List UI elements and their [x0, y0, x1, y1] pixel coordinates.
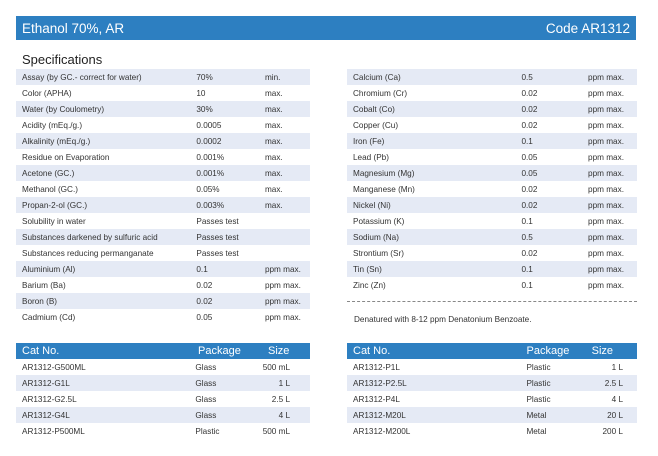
- spec-name: Tin (Sn): [353, 264, 382, 274]
- cat-package: Glass: [195, 394, 217, 404]
- spec-unit: ppm max.: [264, 264, 301, 274]
- spec-unit: ppm max.: [588, 104, 624, 114]
- spec-row: [347, 181, 637, 197]
- spec-unit: max.: [264, 184, 283, 194]
- spec-unit: ppm max.: [588, 168, 624, 178]
- spec-row: [347, 133, 637, 149]
- spec-name: Acidity (mEq./g.): [22, 120, 83, 130]
- spec-name: Copper (Cu): [353, 120, 399, 130]
- cat-package: Metal: [526, 426, 547, 436]
- header-size: Size: [268, 345, 290, 357]
- spec-value: 0.5: [521, 72, 533, 82]
- spec-unit: max.: [264, 136, 283, 146]
- spec-unit: ppm max.: [588, 120, 624, 130]
- cat-size: 2.5 L: [271, 394, 290, 404]
- spec-name: Water (by Coulometry): [22, 104, 105, 114]
- denaturant-note: Denatured with 8-12 ppm Denatonium Benzoate.: [354, 315, 532, 324]
- spec-row: [347, 101, 637, 117]
- spec-value: Passes test: [196, 248, 239, 258]
- spec-row: [16, 181, 310, 197]
- spec-name: Potassium (K): [353, 216, 405, 226]
- cat-package: Glass: [195, 410, 217, 420]
- dashed-divider: [347, 301, 637, 302]
- cat-number: AR1312-M200L: [353, 426, 411, 436]
- catalog-row: [16, 407, 310, 423]
- cat-number: AR1312-G1L: [22, 378, 70, 388]
- spec-name: Residue on Evaporation: [22, 152, 110, 162]
- spec-row: [347, 261, 637, 277]
- spec-unit: max.: [264, 104, 283, 114]
- cat-size: 2.5 L: [604, 378, 623, 388]
- catalog-table-right: [347, 343, 637, 439]
- catalog-table-left: [16, 343, 310, 439]
- spec-value: 0.02: [521, 88, 538, 98]
- spec-name: Solubility in water: [22, 216, 86, 226]
- spec-value: 0.003%: [196, 200, 225, 210]
- cat-number: AR1312-P500ML: [22, 426, 85, 436]
- catalog-row: [347, 391, 637, 407]
- spec-unit: min.: [264, 72, 281, 82]
- spec-name: Boron (B): [22, 296, 58, 306]
- spec-value: 0.02: [521, 120, 538, 130]
- spec-row: [16, 261, 310, 277]
- spec-row: [347, 277, 637, 293]
- spec-unit: ppm max.: [588, 72, 624, 82]
- spec-name: Lead (Pb): [353, 152, 389, 162]
- spec-unit: ppm max.: [264, 296, 301, 306]
- spec-value: 30%: [196, 104, 213, 114]
- spec-row: [16, 309, 310, 325]
- cat-package: Glass: [195, 378, 217, 388]
- spec-row: [347, 69, 637, 85]
- spec-row: [16, 229, 310, 245]
- cat-number: AR1312-P4L: [353, 394, 400, 404]
- spec-value: 0.05%: [196, 184, 220, 194]
- spec-value: 0.0005: [196, 120, 222, 130]
- spec-value: 0.02: [521, 104, 538, 114]
- spec-row: [16, 213, 310, 229]
- spec-unit: ppm max.: [264, 280, 301, 290]
- spec-value: 0.1: [196, 264, 208, 274]
- spec-unit: ppm max.: [588, 200, 624, 210]
- cat-number: AR1312-G4L: [22, 410, 70, 420]
- spec-value: 0.05: [521, 168, 538, 178]
- spec-name: Sodium (Na): [353, 232, 399, 242]
- spec-name: Barium (Ba): [22, 280, 66, 290]
- spec-name: Chromium (Cr): [353, 88, 408, 98]
- spec-row: [347, 213, 637, 229]
- spec-name: Manganese (Mn): [353, 184, 415, 194]
- spec-unit: ppm max.: [588, 88, 624, 98]
- spec-value: 70%: [196, 72, 213, 82]
- cat-number: AR1312-G500ML: [22, 362, 86, 372]
- header-package: Package: [198, 345, 241, 357]
- spec-row: [16, 245, 310, 261]
- spec-unit: max.: [264, 152, 283, 162]
- catalog-row: [16, 375, 310, 391]
- spec-name: Strontium (Sr): [353, 248, 404, 258]
- cat-size: 500 mL: [262, 426, 290, 436]
- spec-row: [16, 149, 310, 165]
- spec-table-left: [16, 69, 310, 325]
- spec-value: 0.02: [521, 184, 538, 194]
- cat-package: Plastic: [195, 426, 220, 436]
- spec-value: Passes test: [196, 232, 239, 242]
- cat-size: 20 L: [607, 410, 623, 420]
- spec-name: Substances reducing permanganate: [22, 248, 154, 258]
- spec-value: 0.001%: [196, 152, 225, 162]
- product-code: Code AR1312: [545, 20, 630, 36]
- spec-name: Cadmium (Cd): [22, 312, 76, 322]
- spec-name: Acetone (GC.): [22, 168, 75, 178]
- catalog-row: [16, 391, 310, 407]
- spec-unit: ppm max.: [588, 280, 624, 290]
- cat-size: 500 mL: [262, 362, 290, 372]
- spec-unit: ppm max.: [588, 264, 624, 274]
- spec-value: 0.0002: [196, 136, 222, 146]
- spec-value: Passes test: [196, 216, 239, 226]
- spec-name: Propan-2-ol (GC.): [22, 200, 88, 210]
- spec-unit: ppm max.: [588, 152, 624, 162]
- spec-name: Assay (by GC.- correct for water): [22, 72, 142, 82]
- catalog-header: [16, 343, 310, 359]
- spec-unit: ppm max.: [588, 248, 624, 258]
- spec-unit: max.: [264, 200, 283, 210]
- spec-row: [16, 117, 310, 133]
- spec-value: 0.02: [196, 280, 213, 290]
- spec-row: [347, 197, 637, 213]
- cat-size: 200 L: [602, 426, 623, 436]
- spec-row: [16, 197, 310, 213]
- spec-value: 0.001%: [196, 168, 225, 178]
- spec-unit: ppm max.: [264, 312, 301, 322]
- spec-name: Color (APHA): [22, 88, 72, 98]
- spec-value: 0.1: [521, 216, 533, 226]
- spec-table-right: [347, 69, 637, 293]
- spec-row: [16, 69, 310, 85]
- cat-package: Glass: [195, 362, 217, 372]
- spec-value: 10: [196, 88, 206, 98]
- spec-row: [347, 117, 637, 133]
- cat-number: AR1312-G2.5L: [22, 394, 77, 404]
- spec-row: [347, 165, 637, 181]
- spec-row: [16, 133, 310, 149]
- cat-number: AR1312-M20L: [353, 410, 406, 420]
- cat-number: AR1312-P1L: [353, 362, 400, 372]
- spec-name: Aluminium (Al): [22, 264, 76, 274]
- spec-row: [16, 85, 310, 101]
- spec-value: 0.02: [521, 248, 538, 258]
- spec-row: [16, 293, 310, 309]
- spec-value: 0.1: [521, 264, 533, 274]
- header-cat-no: Cat No.: [353, 345, 391, 357]
- catalog-row: [347, 407, 637, 423]
- spec-row: [347, 149, 637, 165]
- spec-value: 0.1: [521, 280, 533, 290]
- cat-size: 1 L: [278, 378, 290, 388]
- spec-name: Nickel (Ni): [353, 200, 391, 210]
- spec-name: Cobalt (Co): [353, 104, 395, 114]
- spec-row: [16, 277, 310, 293]
- spec-unit: ppm max.: [588, 232, 624, 242]
- cat-package: Plastic: [526, 378, 551, 388]
- spec-row: [347, 85, 637, 101]
- spec-value: 0.02: [196, 296, 213, 306]
- spec-row: [16, 101, 310, 117]
- product-title: Ethanol 70%, AR: [22, 20, 125, 36]
- cat-size: 4 L: [611, 394, 623, 404]
- cat-package: Plastic: [526, 362, 551, 372]
- spec-unit: ppm max.: [588, 184, 624, 194]
- spec-name: Iron (Fe): [353, 136, 385, 146]
- specifications-heading: Specifications: [22, 52, 103, 67]
- spec-unit: ppm max.: [588, 136, 624, 146]
- header-size: Size: [591, 345, 614, 357]
- catalog-row: [347, 375, 637, 391]
- cat-size: 1 L: [611, 362, 623, 372]
- spec-row: [347, 245, 637, 261]
- spec-unit: max.: [264, 88, 283, 98]
- spec-name: Magnesium (Mg): [353, 168, 415, 178]
- spec-value: 0.02: [521, 200, 538, 210]
- spec-unit: ppm max.: [588, 216, 624, 226]
- catalog-row: [347, 423, 637, 439]
- catalog-row: [347, 359, 637, 375]
- catalog-row: [16, 359, 310, 375]
- spec-value: 0.05: [196, 312, 213, 322]
- spec-value: 0.05: [521, 152, 538, 162]
- spec-name: Zinc (Zn): [353, 280, 386, 290]
- spec-name: Calcium (Ca): [353, 72, 401, 82]
- catalog-row: [16, 423, 310, 439]
- title-bar: [16, 16, 636, 40]
- spec-row: [16, 165, 310, 181]
- catalog-header: [347, 343, 637, 359]
- cat-size: 4 L: [278, 410, 290, 420]
- spec-name: Substances darkened by sulfuric acid: [22, 232, 158, 242]
- spec-value: 0.1: [521, 136, 533, 146]
- spec-name: Methanol (GC.): [22, 184, 78, 194]
- cat-package: Metal: [526, 410, 547, 420]
- spec-unit: max.: [264, 168, 283, 178]
- spec-row: [347, 229, 637, 245]
- spec-value: 0.5: [521, 232, 533, 242]
- spec-unit: max.: [264, 120, 283, 130]
- cat-package: Plastic: [526, 394, 551, 404]
- header-package: Package: [526, 345, 570, 357]
- spec-name: Alkalinity (mEq./g.): [22, 136, 91, 146]
- cat-number: AR1312-P2.5L: [353, 378, 407, 388]
- header-cat-no: Cat No.: [22, 345, 60, 357]
